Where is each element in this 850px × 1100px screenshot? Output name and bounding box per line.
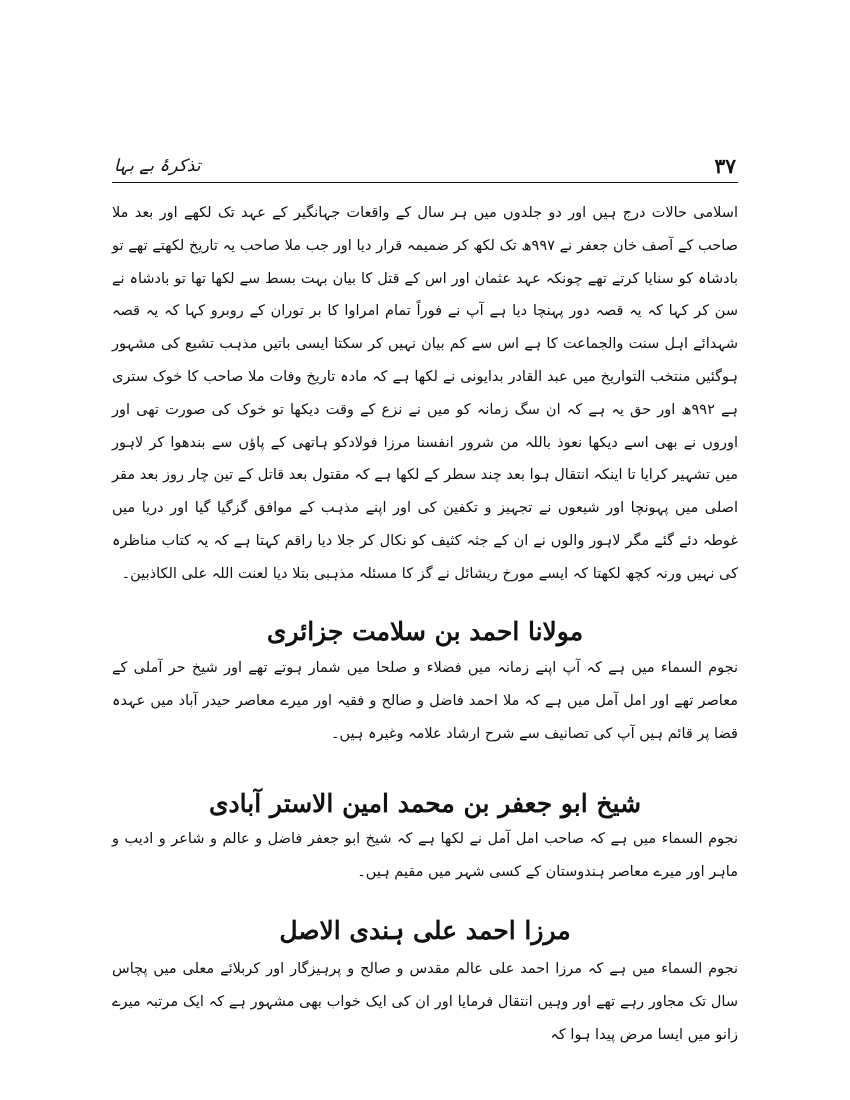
section-body-ahmad-bin-salamat — [112, 652, 738, 750]
section-heading-abu-jafar: شیخ ابو جعفر بن محمد امین الاستر آبادی — [208, 789, 642, 818]
section-heading-mirza-ahmad-ali: مرزا احمد علی ہندی الاصل — [279, 916, 571, 945]
section-heading-ahmad-bin-salamat: مولانا احمد بن سلامت جزائری — [266, 617, 584, 646]
section-body-mirza-ahmad-ali — [112, 953, 738, 1051]
opening-paragraph-block — [112, 197, 738, 591]
opening-paragraph: اسلامی حالات درج ہیں اور دو جلدوں میں ہر سال کے واقعات جہانگیر کے عہد تک لکھے اور بعد ملا صاحب کے آصف خان جعفر نے ۹۹۷ھ تک لکھ کر ضمیمہ قرار دیا اور جب ملا صاحب یہ تاریخ لکھتے تھے تو بادشاہ کو سنایا کرتے تھے چونکہ عہد عثمان اور اس کے قتل کا بیان بہت بسط سے لکھا تھا تو بادشاہ نے سن کر کہا کہ یہ قصہ دور پہنچا دیا ہے آپ نے فوراً تمام امراوا کا بر توران کے روبرو کہا کہ یہ قصہ شہدائے اہل سنت والجماعت کا ہے اس سے کم بیان نہیں کر سکتا ایسی باتیں مذہب تشیع کی مشہور ہوگئیں منتخب التواریخ میں عبد القادر بدایونی نے لکھا ہے کہ مادہ تاریخ وفات ملا صاحب کا خوک ستری ہے ۹۹۲ھ اور حق یہ ہے کہ ان سگ زمانہ کو میں نے نزع کے وقت دیکھا تو خوک کی صورت تھی اور اوروں نے بھی اسے دیکھا نعوذ باللہ من شرور انفسنا مرزا فولادکو ہاتھی کے پاؤں سے بندھوا کر لاہور میں تشہیر کرایا تا اینکہ انتقال ہوا بعد چند سطر کے لکھا ہے کہ مقتول بعد قاتل کے تین چار روز بعد مقر اصلی میں پہونچا اور شیعوں نے تجہیز و تکفین کی اور اپنے مذہب کے موافق گزگیا گیا اور دریا میں غوطہ دئے گئے مگر لاہور والوں نے ان کے جثہ کثیف کو نکال کر جلا دیا راقم کہتا ہے کہ یہ کتاب مناظرہ کی نہیں ورنہ کچھ لکھتا کہ ایسے مورخ ریشائل نے گز کا مسئلہ مذہبی بتلا دیا لعنت اللہ علی الکاذبین۔ — [112, 205, 738, 582]
section-paragraph: نجوم السماء میں ہے کہ آپ اپنے زمانہ میں فضلاء و صلحا میں شمار ہوتے تھے اور شیخ حر آملی کے معاصر تھے اور امل آمل میں ہے کہ ملا احمد فاضل و صالح و فقیہ اور میرے معاصر حیدر آباد میں عہدہ قضا پر قائم ہیں آپ کی تصانیف سے شرح ارشاد علامہ وغیرہ ہیں۔ — [112, 660, 738, 742]
section-paragraph: نجوم السماء میں ہے کہ مرزا احمد علی عالم مقدس و صالح و پرہیزگار اور کربلائے معلی میں پچاس سال تک مجاور رہے تھے اور وہیں انتقال فرمایا اور ان کی ایک خواب بھی مشہور ہے کہ ایک مرتبہ میرے زانو میں ایسا مرض پیدا ہوا کہ — [112, 961, 738, 1043]
section-body-abu-jafar — [112, 823, 738, 889]
page-number: ۳۷ — [714, 154, 736, 178]
running-title: تذکرۂ بے بہا — [114, 156, 201, 176]
page-header — [112, 150, 738, 183]
section-paragraph: نجوم السماء میں ہے کہ صاحب امل آمل نے لکھا ہے کہ شیخ ابو جعفر فاضل و عالم و شاعر و ادیب و ماہر اور میرے معاصر ہندوستان کے کسی شہر میں مقیم ہیں۔ — [112, 831, 738, 880]
